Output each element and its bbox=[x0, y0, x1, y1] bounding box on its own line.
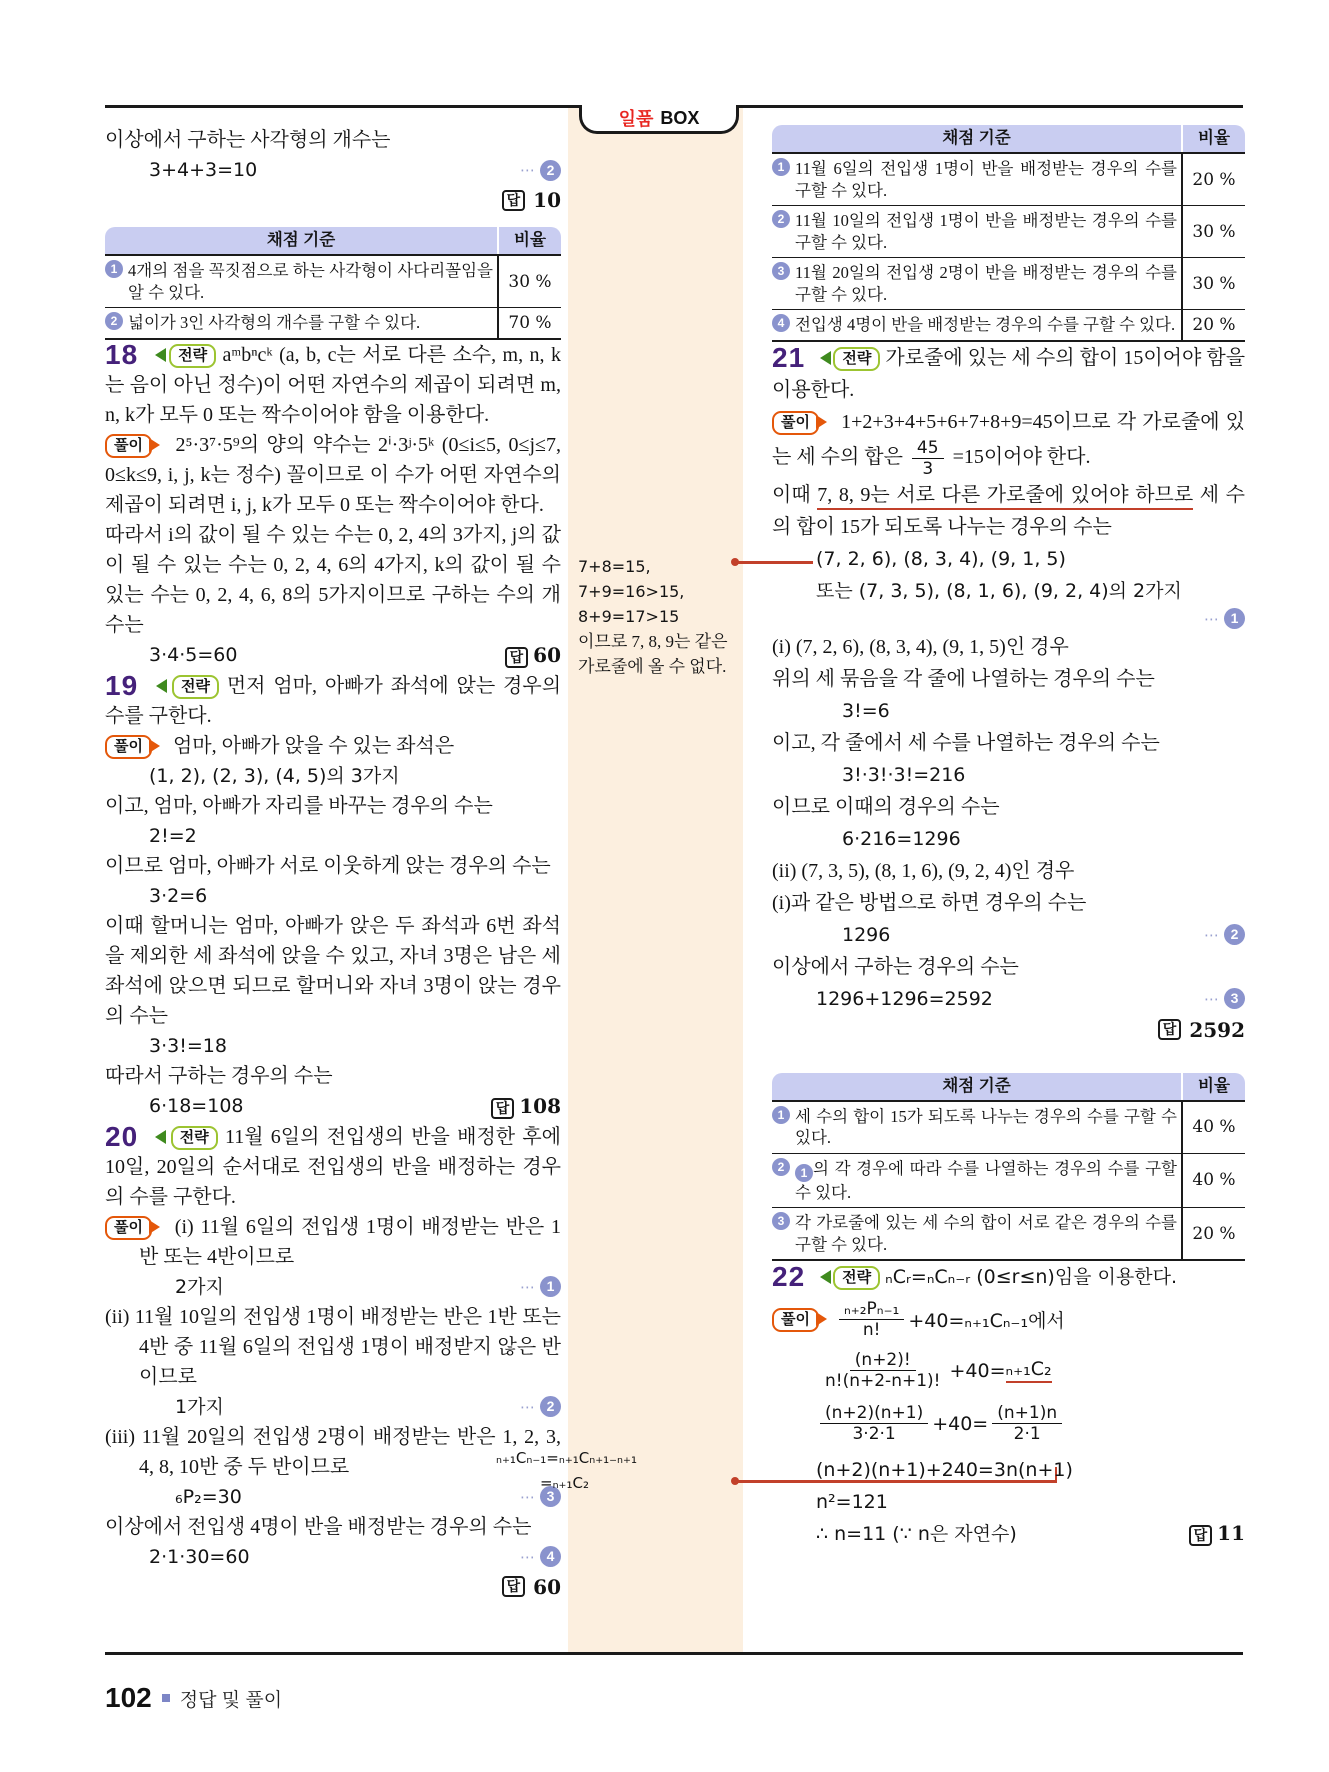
criteria-text: 세 수의 합이 15가 되도록 나누는 경우의 수를 구할 수 있다. bbox=[795, 1106, 1177, 1147]
solution-line: 이므로 이때의 경우의 수는 bbox=[772, 795, 1000, 818]
solution-badge: 풀이 bbox=[105, 434, 152, 458]
solution-text: 2⁵·3⁷·5⁹의 양의 약수는 2ⁱ·3ʲ·5ᵏ (0≤i≤5, 0≤j≤7, 0≤k≤9, i, j, k는 정수) 꼴이므로 이 수가 어떤 자연수의 제곱이 되려면 i, j, k가 모두 0 또는 짝수이어야 한다. bbox=[105, 433, 561, 516]
answer-box-icon: 답 bbox=[502, 1576, 526, 1597]
grading-table-21 bbox=[772, 1073, 1245, 1262]
math-line bbox=[105, 1542, 561, 1572]
red-underlined-phrase: 7, 8, 9는 서로 다른 가로줄에 있어야 하므로 bbox=[817, 484, 1193, 510]
step-marker-row bbox=[772, 607, 1245, 631]
case-text: (i) 11월 6일의 전입생 1명이 배정받는 반은 1반 또는 4반이므로 bbox=[139, 1215, 562, 1268]
table-row bbox=[772, 309, 1245, 340]
answer-value: 11 bbox=[1217, 1521, 1245, 1545]
marker-circle: 4 bbox=[540, 1546, 561, 1567]
margin-note-rows bbox=[578, 554, 738, 679]
problem-20-heading bbox=[105, 1122, 561, 1212]
criteria-text: 11월 6일의 전입생 1명이 반을 배정받는 경우의 수를 구할 수 있다. bbox=[795, 159, 1177, 200]
math-line bbox=[105, 821, 561, 851]
step-marker bbox=[520, 1542, 561, 1572]
solution-line: 이므로 엄마, 아빠가 서로 이웃하게 앉는 경우의 수는 bbox=[105, 854, 551, 877]
math-line bbox=[772, 919, 1245, 951]
math-expression: 2!=2 bbox=[149, 824, 197, 847]
footer-bullet-icon bbox=[162, 1694, 170, 1702]
answer-box-icon: 답 bbox=[505, 647, 529, 668]
marker-circle: 2 bbox=[540, 1396, 561, 1417]
strategy-arrow-icon bbox=[820, 351, 831, 365]
grading-table-20 bbox=[772, 125, 1245, 342]
equation-line-3 bbox=[816, 1403, 1245, 1444]
criteria-header: 채점 기준 bbox=[942, 129, 1011, 147]
page-number: 102 bbox=[105, 1682, 152, 1713]
marker-circle: 2 bbox=[540, 160, 561, 181]
bottom-rule bbox=[105, 1652, 1243, 1655]
math-expression: 6·216=1296 bbox=[842, 827, 961, 850]
answer-value: 2592 bbox=[1189, 1017, 1245, 1042]
fraction-numerator: 45 bbox=[912, 438, 944, 459]
row-number-circle: 3 bbox=[772, 1212, 790, 1230]
answer-box-icon: 답 bbox=[502, 190, 526, 211]
fraction bbox=[839, 1299, 904, 1340]
problem-19-heading bbox=[105, 671, 561, 731]
tab-label-black: BOX bbox=[660, 107, 700, 128]
equation-line-5 bbox=[772, 1486, 1245, 1518]
math-line bbox=[772, 759, 1245, 791]
fraction-denominator: n!(n+2-n+1)! bbox=[825, 1371, 941, 1391]
answer-box-icon: 답 bbox=[1158, 1019, 1182, 1040]
strategy-badge: 전략 bbox=[169, 344, 216, 368]
solution-text: 1+2+3+4+5+6+7+8+9=45이므로 각 가로줄에 있는 세 수의 합은 bbox=[772, 410, 1245, 468]
right-column bbox=[772, 125, 1245, 1549]
solution-line: 이때 할머니는 엄마, 아빠가 앉은 두 좌석과 6번 좌석을 제외한 세 좌석에 앉을 수 있고, 자녀 3명은 남은 세 좌석에 앉으면 되므로 할머니와 자녀 3명이 앉는 경우의 수는 bbox=[105, 914, 561, 1027]
grading-table-17 bbox=[105, 227, 561, 340]
answer-row bbox=[772, 1518, 1245, 1549]
solution-line: 이상에서 구하는 경우의 수는 bbox=[772, 955, 1019, 978]
row-number-circle: 1 bbox=[105, 260, 123, 278]
fraction-numerator: (n+1)n bbox=[992, 1403, 1062, 1424]
solution-line: 이고, 엄마, 아빠가 자리를 바꾸는 경우의 수는 bbox=[105, 794, 493, 817]
margin-note-combination bbox=[496, 1446, 681, 1496]
math-expression: (1, 2), (2, 3), (4, 5)의 3가지 bbox=[149, 764, 400, 787]
math-expression: ₆P₂=30 bbox=[175, 1485, 242, 1508]
solution-arrow-icon bbox=[149, 739, 160, 753]
answer-box-icon: 답 bbox=[1189, 1525, 1213, 1546]
equation-line-2 bbox=[816, 1350, 1245, 1391]
math-line bbox=[105, 1482, 561, 1512]
solution-arrow-icon bbox=[816, 1312, 827, 1326]
top-rule-left bbox=[105, 105, 579, 108]
fraction-numerator: (n+2)(n+1) bbox=[820, 1403, 928, 1424]
rate-value: 20 % bbox=[1181, 154, 1245, 205]
math-line bbox=[772, 543, 1245, 575]
marker-dots: ⋯ bbox=[520, 1487, 535, 1506]
math-line bbox=[105, 1272, 561, 1302]
answer-value: 60 bbox=[533, 642, 561, 667]
math-expression: 1가지 bbox=[175, 1395, 224, 1418]
solution-line: 이고, 각 줄에서 세 수를 나열하는 경우의 수는 bbox=[772, 731, 1160, 754]
fraction-denominator: 3·2·1 bbox=[852, 1424, 896, 1444]
marker-dots: ⋯ bbox=[520, 1277, 535, 1296]
answer-box-icon: 답 bbox=[491, 1098, 515, 1119]
strategy-badge: 전략 bbox=[833, 1266, 880, 1290]
ilpum-box-tab bbox=[579, 105, 739, 134]
note-text: 이므로 7, 8, 9는 같은 가로줄에 올 수 없다. bbox=[578, 632, 728, 676]
answer-value: 108 bbox=[519, 1093, 561, 1118]
problem-18-solution-2: 따라서 i의 값이 될 수 있는 수는 0, 2, 4의 3가지, j의 값이 될 수 있는 수는 0, 2, 4, 6의 4가지, k의 값이 될 수 있는 수는 0, 2, 4, 6, 8의 5가지이므로 구하는 수의 개수는 bbox=[105, 523, 561, 636]
strategy-badge: 전략 bbox=[833, 347, 880, 371]
criteria-text: 11월 20일의 전입생 2명이 반을 배정받는 경우의 수를 구할 수 있다. bbox=[795, 263, 1177, 304]
problem-20-case-1 bbox=[105, 1212, 561, 1272]
fraction bbox=[912, 438, 944, 479]
marker-dots: ⋯ bbox=[520, 1547, 535, 1566]
note-math: ₙ₊₁Cₙ₋₁=ₙ₊₁Cₙ₊₁₋ₙ₊₁ bbox=[496, 1449, 637, 1467]
criteria-text: 전입생 4명이 반을 배정받는 경우의 수를 구할 수 있다. bbox=[795, 315, 1176, 334]
marker-dots: ⋯ bbox=[1204, 925, 1219, 944]
problem-21-solution bbox=[772, 406, 1245, 479]
solution-arrow-icon bbox=[816, 415, 827, 429]
solution-line: 이상에서 전입생 4명이 반을 배정받는 경우의 수는 bbox=[105, 1515, 532, 1538]
fraction-numerator: (n+2)! bbox=[850, 1350, 916, 1371]
solution-line: 따라서 구하는 경우의 수는 bbox=[105, 1064, 333, 1087]
step-marker bbox=[520, 1272, 561, 1302]
criteria-text: 각 가로줄에 있는 세 수의 합이 서로 같은 경우의 수를 구할 수 있다. bbox=[795, 1213, 1177, 1254]
solution-badge: 풀이 bbox=[105, 735, 152, 759]
marker-dots: ⋯ bbox=[520, 1397, 535, 1416]
marker-circle: 1 bbox=[1224, 608, 1245, 629]
marker-dots: ⋯ bbox=[520, 161, 535, 179]
math-expression: (n+2)(n+1)+240=3n(n+1) bbox=[816, 1459, 1073, 1481]
row-number-circle: 2 bbox=[772, 210, 790, 228]
rate-value: 20 % bbox=[1181, 1208, 1245, 1259]
answer-row bbox=[772, 1015, 1245, 1045]
marker-circle: 3 bbox=[1224, 988, 1245, 1009]
table-row bbox=[772, 154, 1245, 205]
statement-prefix: 이때 bbox=[772, 483, 818, 506]
note-math: 7+8=15, bbox=[578, 557, 651, 576]
underlined-statement bbox=[772, 479, 1245, 543]
step-marker bbox=[520, 1392, 561, 1422]
rate-value: 40 % bbox=[1181, 1154, 1245, 1208]
grading-table-header bbox=[772, 125, 1245, 154]
answer-row bbox=[105, 185, 561, 215]
table-row bbox=[772, 1102, 1245, 1153]
row-number-circle: 2 bbox=[772, 1158, 790, 1176]
marker-circle: 2 bbox=[1224, 924, 1245, 945]
problem-21-heading bbox=[772, 342, 1245, 406]
fraction-numerator: ₙ₊₂Pₙ₋₁ bbox=[839, 1299, 904, 1320]
math-line bbox=[772, 695, 1245, 727]
equation-mid: +40= bbox=[932, 1412, 989, 1435]
math-expression: ∴ n=11 (∵ n은 자연수) bbox=[816, 1522, 1017, 1545]
grading-table-header bbox=[772, 1073, 1245, 1102]
step-marker bbox=[1204, 919, 1245, 951]
problem-20-case-3: (iii) 11월 20일의 전입생 2명이 배정받는 반은 1, 2, 3, 4, 8, 10반 중 두 반이므로 bbox=[105, 1425, 561, 1478]
answer-row bbox=[105, 1572, 561, 1602]
solution-arrow-icon bbox=[149, 438, 160, 452]
strategy-arrow-icon bbox=[155, 348, 166, 362]
math-expression: 3·4·5=60 bbox=[149, 644, 238, 666]
rate-value: 30 % bbox=[1181, 258, 1245, 309]
table-row bbox=[772, 1207, 1245, 1259]
note-math: 7+9=16>15, bbox=[578, 582, 685, 601]
rate-header: 비율 bbox=[1181, 125, 1245, 152]
strategy-arrow-icon bbox=[156, 679, 167, 693]
rate-value: 30 % bbox=[1181, 206, 1245, 257]
problem-22-heading bbox=[772, 1261, 1245, 1293]
problem-number: 19 bbox=[105, 669, 139, 701]
answer-value: 10 bbox=[533, 188, 561, 212]
footer-label: 정답 및 풀이 bbox=[179, 1689, 283, 1711]
math-expression: 2·1·30=60 bbox=[149, 1545, 250, 1568]
page-footer bbox=[105, 1682, 282, 1714]
fraction-denominator: 2·1 bbox=[1013, 1424, 1041, 1444]
row-number-circle: 1 bbox=[772, 158, 790, 176]
problem-20-case-2: (ii) 11월 10일의 전입생 1명이 배정받는 반은 1반 또는 4반 중 11월 6일의 전입생 1명이 배정받지 않은 반이므로 bbox=[105, 1305, 561, 1388]
row-number-circle: 2 bbox=[105, 312, 123, 330]
solution-line: 위의 세 묶음을 각 줄에 나열하는 경우의 수는 bbox=[772, 667, 1155, 690]
math-expression: 2가지 bbox=[175, 1275, 224, 1298]
criteria-text bbox=[795, 1158, 1177, 1204]
strategy-arrow-icon bbox=[820, 1270, 831, 1284]
step-marker bbox=[520, 155, 561, 185]
strategy-badge: 전략 bbox=[171, 1126, 218, 1150]
step-marker bbox=[1204, 983, 1245, 1015]
problem-number: 22 bbox=[772, 1261, 806, 1292]
math-expression: 1296+1296=2592 bbox=[816, 987, 993, 1010]
strategy-text: 11월 6일의 전입생의 반을 배정한 후에 10일, 20일의 순서대로 전입생의 반을 배정하는 경우의 수를 구한다. bbox=[105, 1125, 561, 1208]
note-math: 8+9=17>15 bbox=[578, 607, 680, 626]
fraction-denominator: 3 bbox=[922, 458, 934, 479]
statement-suffix: 세 수의 합이 15가 되도록 나누는 경우의 수는 bbox=[772, 483, 1245, 538]
problem-number: 18 bbox=[105, 338, 139, 370]
strategy-text: ₙCᵣ=ₙCₙ₋ᵣ (0≤r≤n)임을 이용한다. bbox=[885, 1266, 1178, 1288]
answer-value: 60 bbox=[533, 1574, 561, 1599]
math-expression: 또는 (7, 3, 5), (8, 1, 6), (9, 2, 4)의 2가지 bbox=[816, 579, 1182, 602]
table-row bbox=[772, 257, 1245, 309]
math-line bbox=[105, 761, 561, 791]
math-expression: 3!=6 bbox=[842, 699, 890, 722]
rate-value: 30 % bbox=[497, 256, 561, 307]
criteria-header: 채점 기준 bbox=[942, 1076, 1011, 1095]
marker-dots: ⋯ bbox=[1204, 609, 1219, 628]
criteria-text: 11월 10일의 전입생 1명이 반을 배정받는 경우의 수를 구할 수 있다. bbox=[795, 211, 1177, 252]
math-line bbox=[772, 575, 1245, 607]
problem-number: 20 bbox=[105, 1120, 139, 1152]
criteria-text-suffix: 의 각 경우에 따라 수를 나열하는 경우의 수를 구할 수 있다. bbox=[795, 1158, 1177, 1202]
equation-tail: +40=ₙ₊₁Cₙ₋₁에서 bbox=[908, 1310, 1065, 1332]
table-row bbox=[772, 1153, 1245, 1208]
math-expression: 3·2=6 bbox=[149, 884, 208, 907]
rate-value: 70 % bbox=[497, 308, 561, 338]
note-math: =ₙ₊₁C₂ bbox=[540, 1474, 589, 1492]
solution-line: (i)과 같은 방법으로 하면 경우의 수는 bbox=[772, 891, 1087, 914]
math-line bbox=[105, 1392, 561, 1422]
equation-mid: +40= bbox=[949, 1359, 1006, 1382]
strategy-badge: 전략 bbox=[172, 675, 219, 699]
problem-18-solution bbox=[105, 430, 561, 520]
math-expression: 3·3!=18 bbox=[149, 1034, 227, 1057]
table-row bbox=[105, 256, 561, 307]
top-rule-right bbox=[739, 105, 1243, 108]
row-number-circle: 1 bbox=[772, 1106, 790, 1124]
solution-badge: 풀이 bbox=[772, 411, 819, 435]
problem-18-heading bbox=[105, 340, 561, 430]
center-note-strip bbox=[568, 108, 743, 1652]
math-expression: n²=121 bbox=[816, 1491, 888, 1513]
math-line bbox=[772, 823, 1245, 855]
math-line bbox=[772, 983, 1245, 1015]
equation-line-1 bbox=[772, 1299, 1245, 1340]
reference-circle: 1 bbox=[795, 1164, 813, 1182]
marker-circle: 3 bbox=[540, 1486, 561, 1507]
solution-badge: 풀이 bbox=[772, 1308, 819, 1332]
table-row bbox=[105, 307, 561, 338]
math-expression: 3+4+3=10 bbox=[149, 159, 258, 181]
case-heading: (ii) (7, 3, 5), (8, 1, 6), (9, 2, 4)인 경우 bbox=[772, 859, 1075, 882]
math-line bbox=[105, 1031, 561, 1061]
solution-arrow-icon bbox=[149, 1220, 160, 1234]
math-expression: (7, 2, 6), (8, 3, 4), (9, 1, 5) bbox=[816, 547, 1066, 570]
intro-line: 이상에서 구하는 사각형의 개수는 bbox=[105, 129, 391, 151]
problem-number: 21 bbox=[772, 341, 806, 373]
strategy-text: 가로줄에 있는 세 수의 합이 15이어야 함을 이용한다. bbox=[772, 346, 1246, 401]
math-expression: 1296 bbox=[842, 923, 891, 946]
rate-value: 20 % bbox=[1181, 310, 1245, 340]
criteria-text: 4개의 점을 꼭짓점으로 하는 사각형이 사다리꼴임을 알 수 있다. bbox=[128, 261, 493, 302]
rate-value: 40 % bbox=[1181, 1102, 1245, 1153]
strategy-text: aᵐbⁿcᵏ (a, b, c는 서로 다른 소수, m, n, k는 음이 아닌 정수)이 어떤 자연수의 제곱이 되려면 m, n, k가 모두 0 또는 짝수이어야 함을 이용한다. bbox=[105, 343, 562, 426]
solution-text: =15이어야 한다. bbox=[952, 445, 1091, 468]
step-marker bbox=[1204, 607, 1245, 631]
fraction-denominator: n! bbox=[862, 1320, 881, 1340]
answer-row bbox=[105, 640, 561, 671]
fraction bbox=[820, 1350, 945, 1391]
tab-label-red: 일품 bbox=[618, 109, 654, 129]
marker-circle: 1 bbox=[540, 1276, 561, 1297]
math-expression: 3!·3!·3!=216 bbox=[842, 763, 966, 786]
grading-table-header bbox=[105, 227, 561, 256]
strategy-arrow-icon bbox=[155, 1130, 166, 1144]
table-row bbox=[772, 205, 1245, 257]
strategy-text: 먼저 엄마, 아빠가 좌석에 앉는 경우의 수를 구한다. bbox=[105, 674, 562, 727]
left-column bbox=[105, 125, 561, 1602]
fraction bbox=[820, 1403, 928, 1444]
row-number-circle: 3 bbox=[772, 262, 790, 280]
criteria-header: 채점 기준 bbox=[266, 231, 336, 249]
marker-dots: ⋯ bbox=[1204, 989, 1219, 1008]
solution-text: 엄마, 아빠가 앉을 수 있는 좌석은 bbox=[172, 734, 455, 757]
fraction bbox=[992, 1403, 1062, 1444]
problem-19-solution bbox=[105, 731, 561, 761]
solution-badge: 풀이 bbox=[105, 1216, 152, 1240]
red-underlined-term: ₙ₊₁C₂ bbox=[1006, 1358, 1052, 1383]
answer-row bbox=[105, 1091, 561, 1122]
equation-line-4 bbox=[772, 1454, 1245, 1486]
rate-header: 비율 bbox=[1181, 1073, 1245, 1100]
criteria-text: 넓이가 3인 사각형의 개수를 구할 수 있다. bbox=[128, 313, 421, 332]
case-heading: (i) (7, 2, 6), (8, 3, 4), (9, 1, 5)인 경우 bbox=[772, 635, 1069, 658]
math-line bbox=[105, 881, 561, 911]
intro-math-row bbox=[105, 155, 561, 185]
math-expression: 6·18=108 bbox=[149, 1095, 244, 1117]
row-number-circle: 4 bbox=[772, 314, 790, 332]
rate-header: 비율 bbox=[497, 227, 561, 254]
